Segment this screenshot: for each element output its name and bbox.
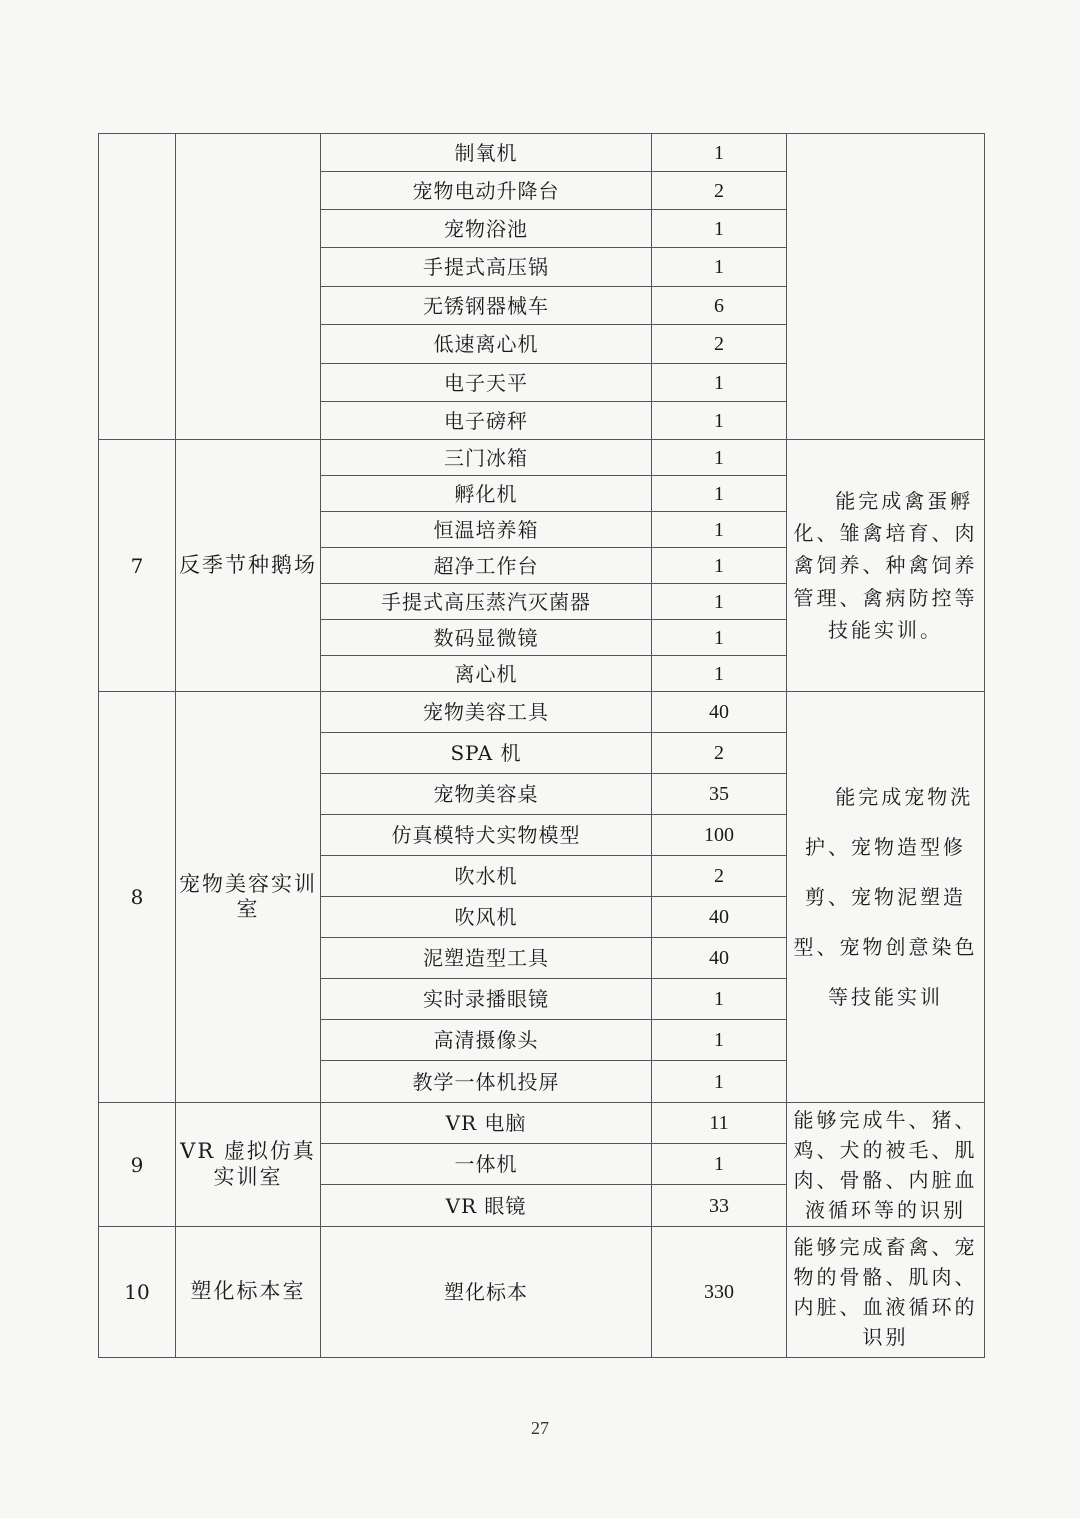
quantity-cell: 1: [652, 476, 787, 512]
table-row: [99, 1103, 985, 1144]
quantity-cell: 330: [652, 1227, 787, 1358]
equipment-name-cell: 一体机: [321, 1144, 652, 1185]
quantity-cell: 100: [652, 815, 787, 856]
equipment-name-cell: 离心机: [321, 656, 652, 692]
row-number-cell: 8: [99, 692, 176, 1103]
quantity-cell: 1: [652, 1020, 787, 1061]
equipment-name-cell: 吹水机: [321, 856, 652, 897]
table-row: [99, 1227, 985, 1358]
quantity-cell: 1: [652, 402, 787, 440]
equipment-name-cell: 教学一体机投屏: [321, 1061, 652, 1103]
equipment-name-cell: 泥塑造型工具: [321, 938, 652, 979]
quantity-cell: 1: [652, 584, 787, 620]
quantity-cell: 33: [652, 1185, 787, 1227]
equipment-name-cell: 电子磅秤: [321, 402, 652, 440]
function-description-cell: 能完成宠物洗护、宠物造型修剪、宠物泥塑造型、宠物创意染色等技能实训: [787, 692, 985, 1103]
equipment-name-cell: 宠物美容工具: [321, 692, 652, 733]
table-row: [99, 134, 985, 172]
equipment-name-cell: 仿真模特犬实物模型: [321, 815, 652, 856]
equipment-name-cell: 高清摄像头: [321, 1020, 652, 1061]
equipment-name-cell: 三门冰箱: [321, 440, 652, 476]
quantity-cell: 6: [652, 287, 787, 325]
equipment-name-cell: 无锈钢器械车: [321, 287, 652, 325]
function-description-cell: [787, 134, 985, 440]
quantity-cell: 1: [652, 620, 787, 656]
function-description-cell: 能够完成畜禽、宠物的骨骼、肌肉、内脏、血液循环的识别: [787, 1227, 985, 1358]
equipment-name-cell: VR 眼镜: [321, 1185, 652, 1227]
function-description-cell: 能完成禽蛋孵化、雏禽培育、肉禽饲养、种禽饲养管理、禽病防控等技能实训。: [787, 440, 985, 692]
equipment-name-cell: 手提式高压蒸汽灭菌器: [321, 584, 652, 620]
equipment-name-cell: 宠物浴池: [321, 210, 652, 248]
equipment-name-cell: 塑化标本: [321, 1227, 652, 1358]
row-number-cell: [99, 134, 176, 440]
quantity-cell: 1: [652, 248, 787, 287]
quantity-cell: 35: [652, 774, 787, 815]
quantity-cell: 40: [652, 938, 787, 979]
equipment-name-cell: 电子天平: [321, 364, 652, 402]
room-name-cell: [176, 134, 321, 440]
room-name-cell: 反季节种鹅场: [176, 440, 321, 692]
quantity-cell: 1: [652, 979, 787, 1020]
equipment-name-cell: 孵化机: [321, 476, 652, 512]
quantity-cell: 11: [652, 1103, 787, 1144]
equipment-name-cell: 数码显微镜: [321, 620, 652, 656]
equipment-name-cell: VR 电脑: [321, 1103, 652, 1144]
page-number: 27: [531, 1418, 549, 1438]
quantity-cell: 1: [652, 1061, 787, 1103]
quantity-cell: 1: [652, 548, 787, 584]
quantity-cell: 1: [652, 210, 787, 248]
equipment-name-cell: 实时录播眼镜: [321, 979, 652, 1020]
equipment-name-cell: 低速离心机: [321, 325, 652, 364]
quantity-cell: 1: [652, 364, 787, 402]
equipment-name-cell: 宠物电动升降台: [321, 172, 652, 210]
equipment-name-cell: 制氧机: [321, 134, 652, 172]
room-name-cell: 塑化标本室: [176, 1227, 321, 1358]
quantity-cell: 40: [652, 692, 787, 733]
quantity-cell: 1: [652, 656, 787, 692]
room-name-cell: 宠物美容实训室: [176, 692, 321, 1103]
equipment-name-cell: 超净工作台: [321, 548, 652, 584]
function-description-cell: 能够完成牛、猪、鸡、犬的被毛、肌肉、骨骼、内脏血液循环等的识别: [787, 1103, 985, 1227]
quantity-cell: 1: [652, 440, 787, 476]
table-row: [99, 692, 985, 733]
equipment-name-cell: 手提式高压锅: [321, 248, 652, 287]
row-number-cell: 10: [99, 1227, 176, 1358]
equipment-name-cell: 吹风机: [321, 897, 652, 938]
quantity-cell: 1: [652, 512, 787, 548]
quantity-cell: 2: [652, 856, 787, 897]
equipment-name-cell: 宠物美容桌: [321, 774, 652, 815]
room-name-cell: VR 虚拟仿真实训室: [176, 1103, 321, 1227]
equipment-name-cell: SPA 机: [321, 733, 652, 774]
quantity-cell: 2: [652, 325, 787, 364]
quantity-cell: 1: [652, 1144, 787, 1185]
quantity-cell: 2: [652, 172, 787, 210]
equipment-table: [98, 133, 985, 1358]
quantity-cell: 1: [652, 134, 787, 172]
quantity-cell: 40: [652, 897, 787, 938]
row-number-cell: 9: [99, 1103, 176, 1227]
quantity-cell: 2: [652, 733, 787, 774]
table-row: [99, 440, 985, 476]
equipment-name-cell: 恒温培养箱: [321, 512, 652, 548]
row-number-cell: 7: [99, 440, 176, 692]
